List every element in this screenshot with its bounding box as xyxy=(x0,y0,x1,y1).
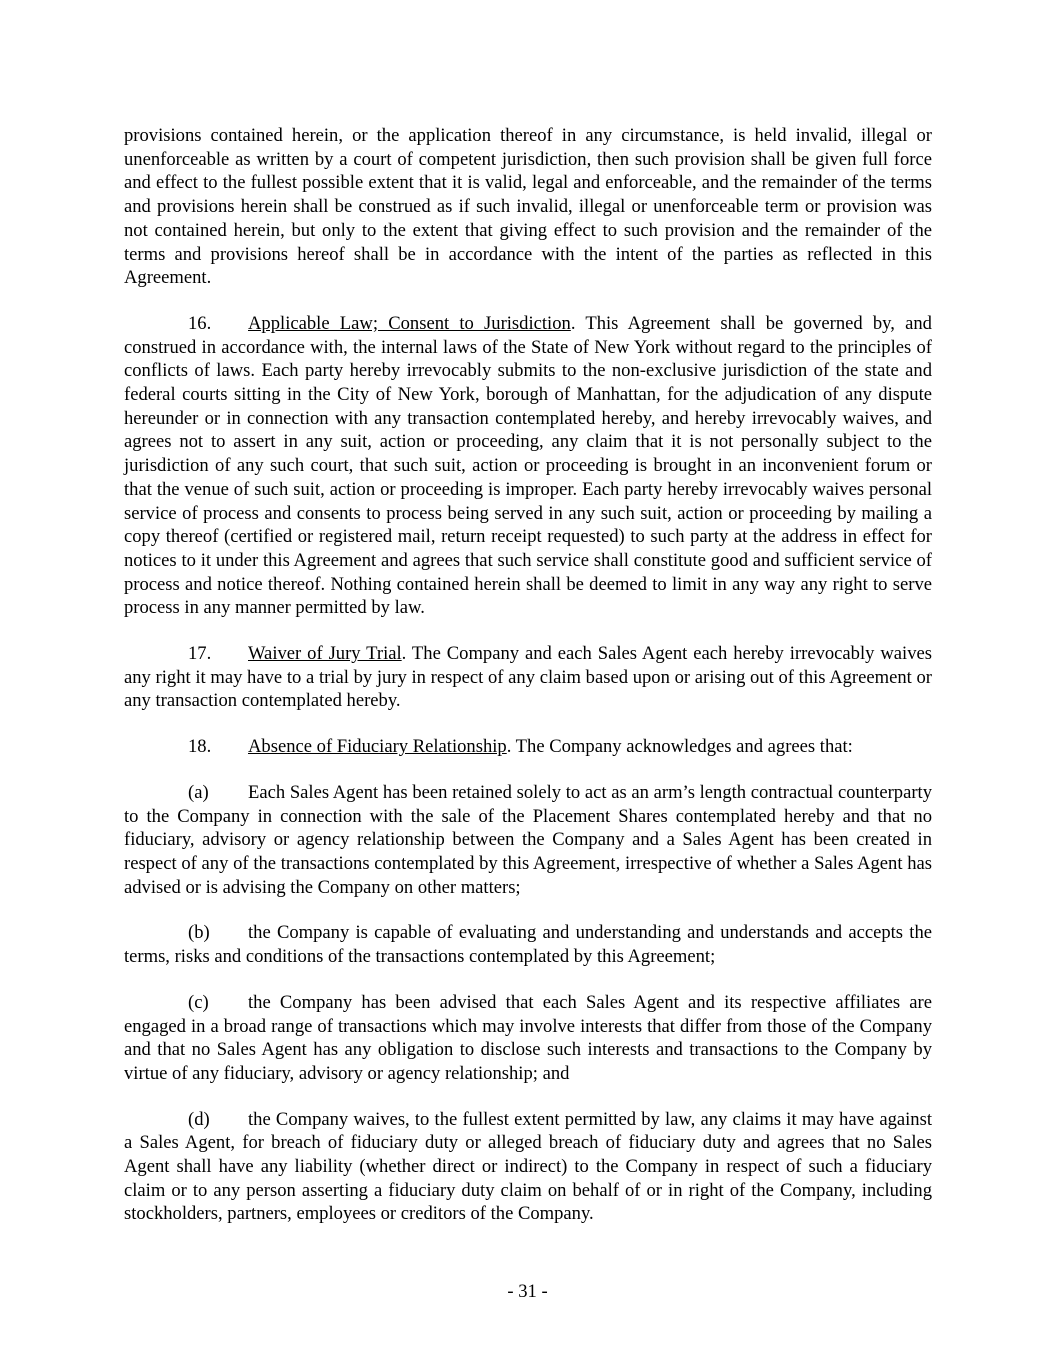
subsection-text: the Company is capable of evaluating and understanding and understands and accepts the terms, risks and conditions of the transactions contemplated by this Agreement; xyxy=(124,922,932,968)
subsection-text: Each Sales Agent has been retained solely to act as an arm’s length contractual counterparty to the Company in connection with the sale of the Placement Shares contemplated hereby and that no fiduciary, advisory or agency relationship between the Company and a Sales Agent has been created in respect of any of the transactions contemplated by this Agreement, irrespective of whether a Sales Agent has advised or is advising the Company on other matters; xyxy=(124,781,932,898)
section-number: 18. xyxy=(188,736,212,758)
section-heading: Applicable Law; Consent to Jurisdiction xyxy=(248,312,571,334)
section-18-paragraph xyxy=(124,735,932,759)
subsection-label: (d) xyxy=(188,1108,210,1130)
subsection-c-paragraph xyxy=(124,991,932,1086)
section-body: . The Company and each Sales Agent each hereby irrevocably waives any right it may have to a trial by jury in respect of any claim based upon or arising out of this Agreement or any transaction contemplated hereby. xyxy=(124,643,932,712)
subsection-label: (c) xyxy=(188,991,209,1013)
subsection-b-paragraph xyxy=(124,921,932,968)
document-page xyxy=(124,124,932,1248)
section-number: 17. xyxy=(188,643,212,665)
subsection-d-paragraph xyxy=(124,1108,932,1227)
subsection-label: (b) xyxy=(188,922,210,944)
section-body: . The Company acknowledges and agrees that: xyxy=(506,736,853,758)
section-16-paragraph xyxy=(124,312,932,620)
page-number: - 31 - xyxy=(507,1281,548,1302)
section-17-paragraph xyxy=(124,642,932,713)
section-body: . This Agreement shall be governed by, and construed in accordance with, the internal laws of the State of New York without regard to the principles of conflicts of laws. Each party hereby irrevocably submits to the non-exclusive jurisdiction of the state and federal courts sitting in the City of New York, borough of Manhattan, for the adjudication of any dispute hereunder or in connection with any transaction contemplated hereby, and hereby irrevocably waives, and agrees not to assert in any suit, action or proceeding, any claim that it is not personally subject to the jurisdiction of any such court, that such suit, action or proceeding is brought in an inconvenient forum or that the venue of such suit, action or proceeding is improper. Each party hereby irrevocably waives personal service of process and consents to process being served in any such suit, action or proceeding by mailing a copy thereof (certified or registered mail, return receipt requested) to such party at the address in effect for notices to it under this Agreement and agrees that such service shall constitute good and sufficient service of process and notice thereof. Nothing contained herein shall be deemed to limit in any way any right to serve process in any manner permitted by law. xyxy=(124,312,932,619)
section-heading: Absence of Fiduciary Relationship xyxy=(248,736,507,758)
section-number: 16. xyxy=(188,312,212,334)
subsection-text: the Company waives, to the fullest extent permitted by law, any claims it may have against a Sales Agent, for breach of fiduciary duty or alleged breach of fiduciary duty and agrees that no Sales Agent shall have any liability (whether direct or indirect) to the Company in respect of such a fiduciary claim or to any person asserting a fiduciary duty claim on behalf of or in right of the Company, including stockholders, partners, employees or creditors of the Company. xyxy=(124,1108,932,1225)
continuation-paragraph: provisions contained herein, or the application thereof in any circumstance, is held invalid, illegal or unenforceable as written by a court of competent jurisdiction, then such provision shall be given full force and effect to the fullest possible extent that it is valid, legal and enforceable, and the remainder of the terms and provisions herein shall be construed as if such invalid, illegal or unenforceable term or provision was not contained herein, but only to the extent that giving effect to such provision and the remainder of the terms and provisions hereof shall be in accordance with the intent of the parties as reflected in this Agreement. xyxy=(124,125,932,289)
section-heading: Waiver of Jury Trial xyxy=(248,643,402,665)
subsection-label: (a) xyxy=(188,781,209,803)
subsection-a-paragraph xyxy=(124,781,932,900)
subsection-text: the Company has been advised that each Sales Agent and its respective affiliates are engaged in a broad range of transactions which may involve interests that differ from those of the Company and that no Sales Agent has any obligation to disclose such interests and transactions to the Company by virtue of any fiduciary, advisory or agency relationship; and xyxy=(124,991,932,1084)
